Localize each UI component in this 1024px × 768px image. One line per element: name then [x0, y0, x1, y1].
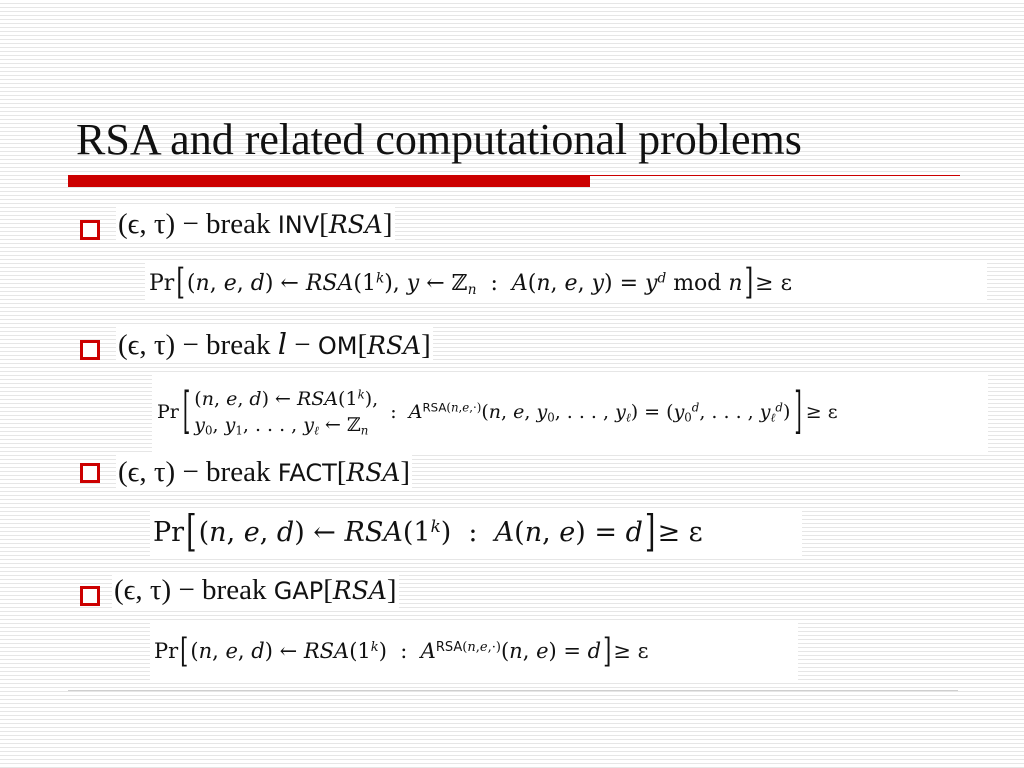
- formula-body: (n, e, d) ← RSA(1$^k$) : $A^{RSA(n,e,\cdot)}(n$, e) = d: [190, 639, 602, 663]
- problem-name: GAP: [273, 577, 324, 605]
- pr-symbol: Pr: [157, 401, 179, 423]
- pr-symbol: Pr: [154, 639, 179, 663]
- scheme-name: RSA: [367, 331, 422, 360]
- formula-om: [152, 372, 988, 452]
- bracket-right: ]: [794, 383, 802, 441]
- formula-gap: [150, 622, 798, 680]
- heading-dash: −: [287, 329, 318, 361]
- condition-line-1: (n, e, d) ← RSA(1$^k$),: [194, 387, 379, 410]
- title-underline-thin: [590, 175, 960, 176]
- formula-condition-stack: [194, 386, 378, 438]
- heading-l: l: [277, 327, 287, 361]
- heading-prefix: (ϵ, τ) − break: [118, 329, 278, 361]
- bracket-left: [: [186, 507, 197, 557]
- title-underline-thick: [68, 175, 590, 187]
- scheme-name: RSA: [332, 576, 387, 605]
- geq-epsilon: ≥ ε: [805, 401, 838, 423]
- bullet-square-icon: [80, 340, 100, 360]
- problem-name: OM: [317, 332, 358, 360]
- heading-prefix: (ϵ, τ) − break: [118, 456, 278, 488]
- scheme-name: RSA: [346, 458, 401, 487]
- bracket-left: [: [182, 383, 191, 441]
- item-heading-inv: (ϵ, τ) − break INV[RSA]: [118, 208, 393, 240]
- scheme-name: RSA: [328, 210, 383, 239]
- bullet-square-icon: [80, 220, 100, 240]
- bracket-left: [: [180, 631, 189, 671]
- formula-body: (n, e, d) ← RSA(1$^k$), y ← ℤ$_n$ : A(n, e, $y) = y^d$ mod n: [186, 270, 743, 298]
- geq-epsilon: ≥ ε: [657, 516, 703, 548]
- formula-body: : $A^{RSA(n,e,\cdot)}(n$, e, $y_0$, . . . , $y_\ell) = (y_0^d$, . . . , $y_\ell^d$): [378, 400, 791, 425]
- geq-epsilon: ≥ ε: [755, 270, 792, 296]
- item-heading-fact: (ϵ, τ) − break FACT[RSA]: [118, 456, 411, 488]
- problem-name: INV: [277, 211, 320, 239]
- formula-body: (n, e, d) ← RSA(1$^k$) : A(n, e) = d: [198, 515, 643, 548]
- bracket-left: [: [176, 263, 185, 303]
- heading-prefix: (ϵ, τ) − break: [118, 208, 278, 240]
- heading-prefix: (ϵ, τ) − break: [114, 574, 274, 606]
- bracket-right: ]: [644, 507, 656, 557]
- bullet-square-icon: [80, 463, 100, 483]
- item-heading-gap: (ϵ, τ) − break GAP[RSA]: [114, 574, 397, 606]
- item-heading-om: (ϵ, τ) − break l − OM[RSA]: [118, 327, 431, 361]
- condition-line-2: $y_0$, $y_1$, . . . , $y_\ell$ ← ℤ$_n$: [194, 414, 369, 438]
- formula-inv: [145, 263, 987, 303]
- geq-epsilon: ≥ ε: [613, 639, 649, 663]
- slide-title: RSA and related computational problems: [76, 115, 802, 164]
- bracket-right: ]: [603, 631, 612, 671]
- pr-symbol: Pr: [153, 516, 185, 548]
- pr-symbol: Pr: [149, 270, 175, 296]
- bullet-square-icon: [80, 586, 100, 606]
- bracket-right: ]: [744, 263, 754, 303]
- formula-fact: [150, 508, 802, 556]
- problem-name: FACT: [277, 459, 337, 487]
- footer-divider: [68, 690, 958, 691]
